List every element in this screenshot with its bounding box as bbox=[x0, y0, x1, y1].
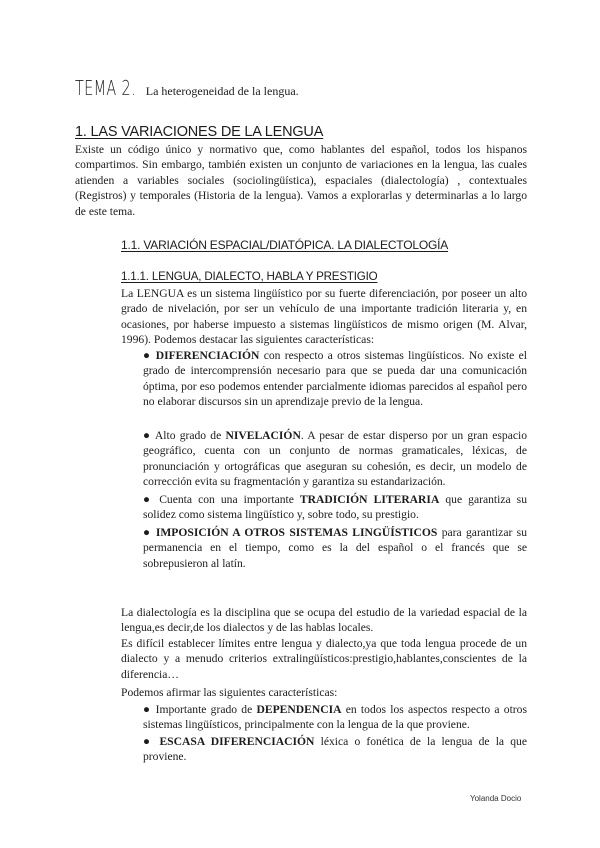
bullet-text: con respecto a otros sistemas lingüísticos. No existe el grado de intercomprensión necesario para que se pueda dar una comunicación óptima, por eso podemos entender parcialmente idiomas parecidos al español pero no elaborar discursos sin un aprendizaje previo de la lengua. bbox=[143, 349, 527, 409]
bullet-pre-text: Cuenta con una importante bbox=[153, 493, 300, 506]
section-heading-1-1-1: 1.1.1. LENGUA, DIALECTO, HABLA Y PRESTIGIO bbox=[121, 270, 378, 283]
topic-subtitle: La heterogeneidad de la lengua. bbox=[145, 84, 299, 98]
bullet-dependencia bbox=[143, 702, 527, 733]
bullet-mark: ● bbox=[143, 349, 152, 362]
bullet-keyword: DEPENDENCIA bbox=[256, 703, 342, 716]
bullet-pre-text: Importante grado de bbox=[151, 703, 257, 716]
bullet-keyword: IMPOSICIÓN A OTROS SISTEMAS LINGÜÍSTICOS bbox=[155, 526, 438, 539]
dialect-characteristics-intro: Podemos afirmar las siguientes características: bbox=[121, 686, 338, 699]
bullet-text: que garantiza su solidez como sistema lingüístico y, sobre todo, su prestigio. bbox=[143, 493, 527, 522]
bullet-keyword: TRADICIÓN LITERARIA bbox=[299, 493, 440, 506]
bullet-keyword: ESCASA DIFERENCIACIÓN bbox=[159, 735, 315, 748]
bullet-escasa-diferenciacion bbox=[143, 734, 527, 765]
dialectologia-paragraph: La dialectología es la disciplina que se ocupa del estudio de la variedad espacial de la lengua,es decir,de los dialectos y de las hablas locales. bbox=[121, 606, 527, 635]
bullet-text: . A pesar de estar disperso por un gran espacio geográfico, cuenta con un conjunto de normas gramaticales, léxicas, de pronunciación y ortográficas que aseguran su cohesión, es decir, un modelo de corrección evita su fragmentación y garantiza su estandarización. bbox=[143, 429, 528, 489]
bullet-mark: ● bbox=[143, 493, 154, 506]
bullet-keyword: NIVELACIÓN bbox=[225, 429, 301, 442]
section-heading-1: 1. LAS VARIACIONES DE LA LENGUA bbox=[75, 124, 324, 140]
bullet-pre-text: Alto grado de bbox=[151, 429, 226, 442]
bullet-mark: ● bbox=[143, 429, 152, 442]
bullet-imposicion bbox=[143, 525, 527, 571]
bullet-mark: ● bbox=[143, 735, 154, 748]
lengua-dialecto-limits-paragraph: Es difícil establecer límites entre lengua y dialecto,ya que toda lengua procede de un dialecto y a menudo criterios extralingüísticos:prestigio,hablantes,conscientes de la diferencia… bbox=[121, 637, 527, 681]
bullet-tradicion-literaria bbox=[143, 492, 527, 523]
footer-author: Yolanda Docio bbox=[470, 794, 522, 803]
bullet-diferenciacion bbox=[143, 348, 527, 410]
bullet-text: léxica o fonética de la lengua de la que proviene. bbox=[143, 735, 527, 764]
bullet-nivelacion bbox=[143, 428, 527, 490]
section-heading-1-1: 1.1. VARIACIÓN ESPACIAL/DIATÓPICA. LA DIALECTOLOGÍA bbox=[121, 238, 449, 252]
bullet-keyword: DIFERENCIACIÓN bbox=[155, 349, 260, 362]
bullet-mark: ● bbox=[143, 703, 152, 716]
lengua-intro-paragraph: La LENGUA es un sistema lingüístico por su fuerte diferenciación, por poseer un alto grado de nivelación, por ser un vehículo de una importante tradición literaria y, en ocasiones, por haberse impuesto a sistemas lingüísticos de mismo origen (M. Alvar, 1996). Podemos destacar las siguientes características: bbox=[121, 287, 527, 347]
bullet-mark: ● bbox=[143, 526, 152, 539]
topic-number: TEMA 2. bbox=[75, 76, 137, 100]
bullet-text: en todos los aspectos respecto a otros sistemas lingüísticos, principalmente con la lengua de la que proviene. bbox=[143, 703, 527, 732]
topic-header bbox=[75, 76, 299, 100]
bullet-text: para garantizar su permanencia en el tiempo, como es la del español o el francés que se sobrepusieron al latín. bbox=[143, 526, 527, 570]
section-1-paragraph: Existe un código único y normativo que, como hablantes del español, todos los hispanos compartimos. Sin embargo, también existen un conjunto de variaciones en la lengua, las cuales atienden a variables sociales (sociolingüística), espaciales (dialectología) , contextuales (Registros) y temporales (Historia de la lengua). Vamos a explorarlas y determinarlas a lo largo de este tema. bbox=[75, 143, 527, 218]
